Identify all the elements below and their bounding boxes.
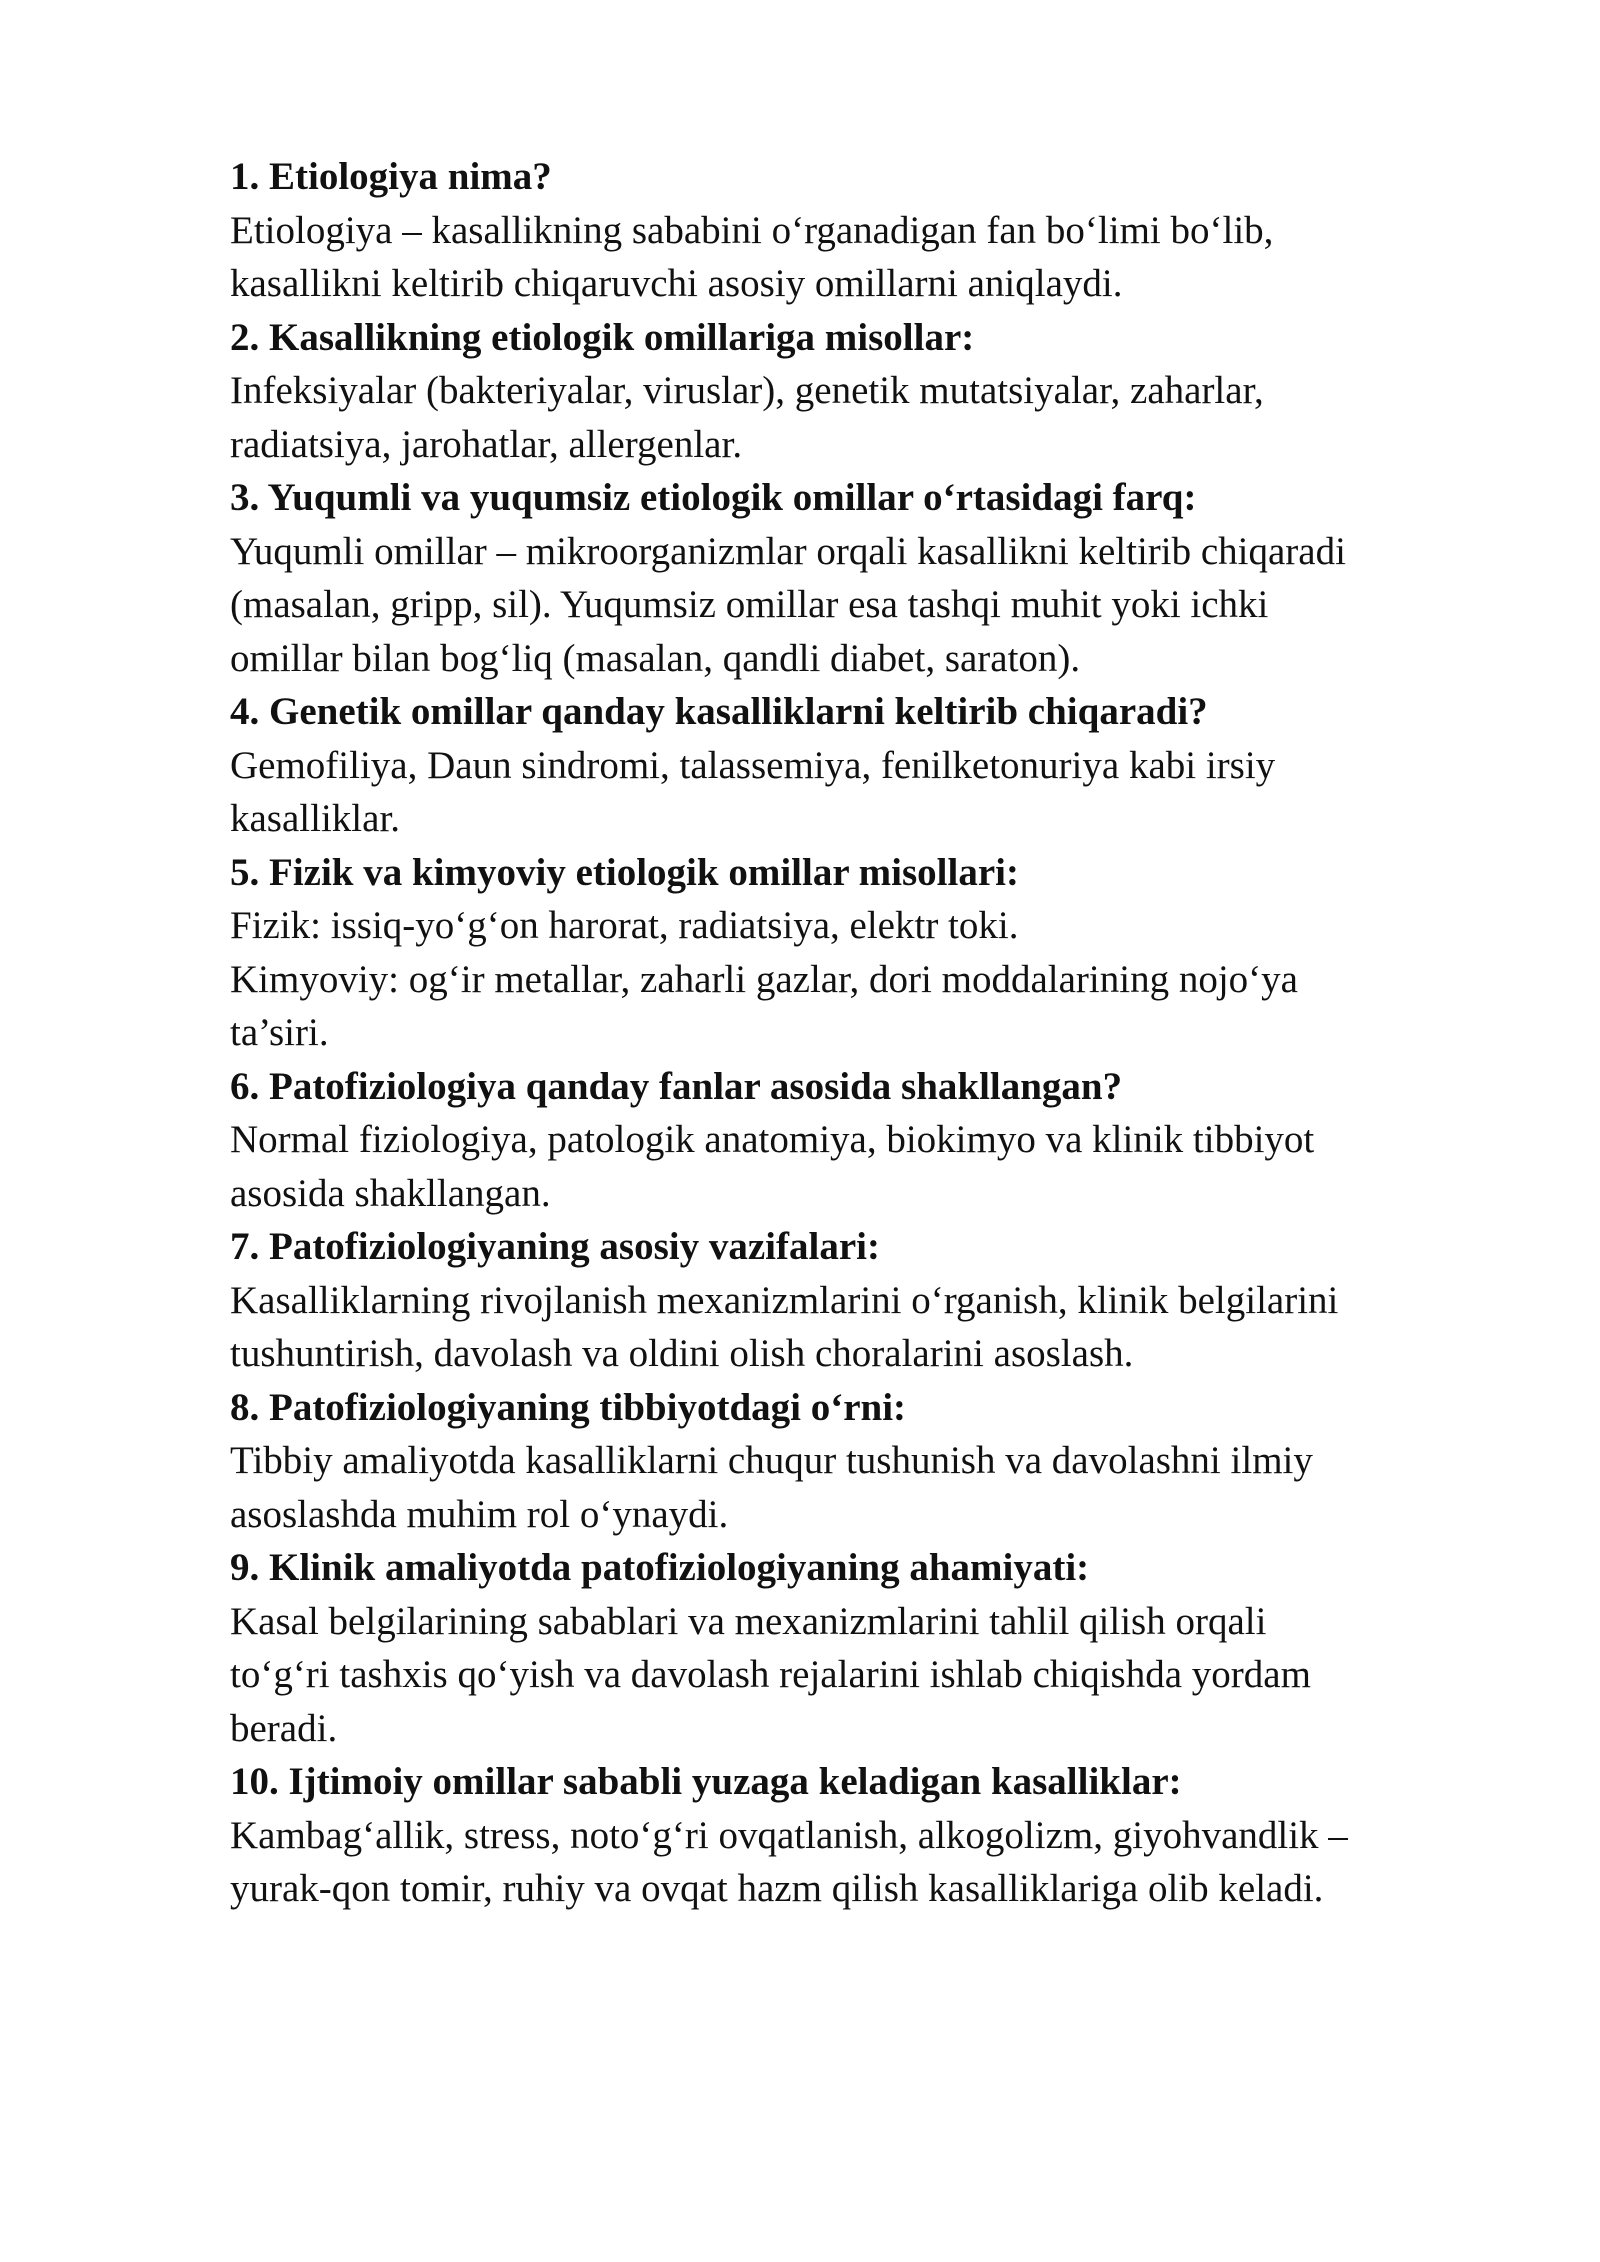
answer-text <box>230 364 1530 471</box>
answer-line: ta’siri. <box>230 1011 329 1054</box>
question-title: 2. Kasallikning etiologik omillariga misollar: <box>230 315 975 359</box>
answer-line: tushuntirish, davolash va oldini olish choralarini asoslash. <box>230 1332 1134 1375</box>
answer-line: asoslashda muhim rol o‘ynaydi. <box>230 1492 729 1536</box>
answer-line: Normal fiziologiya, patologik anatomiya, biokimyo va klinik tibbiyot <box>230 1118 1315 1161</box>
question-title: 5. Fizik va kimyoviy etiologik omillar misollari: <box>230 850 1019 894</box>
qa-item-7 <box>230 1220 1530 1381</box>
qa-item-6 <box>230 1060 1530 1221</box>
question-title: 4. Genetik omillar qanday kasalliklarni keltirib chiqaradi? <box>230 690 1208 733</box>
answer-line: kasalliklar. <box>230 797 401 840</box>
answer-text <box>230 1434 1530 1541</box>
answer-text <box>230 525 1530 686</box>
answer-line: Kasal belgilarining sabablari va mexanizmlarini tahlil qilish orqali <box>230 1599 1267 1643</box>
answer-line: Infeksiyalar (bakteriyalar, viruslar), genetik mutatsiyalar, zaharlar, <box>230 369 1264 412</box>
question-title: 3. Yuqumli va yuqumsiz etiologik omillar o‘rtasidagi farq: <box>230 476 1197 519</box>
answer-line: beradi. <box>230 1706 338 1750</box>
answer-text <box>230 1113 1530 1220</box>
answer-text <box>230 899 1530 1060</box>
answer-text <box>230 1809 1530 1916</box>
qa-item-9 <box>230 1541 1530 1755</box>
answer-text <box>230 739 1530 846</box>
question-title: 9. Klinik amaliyotda patofiziologiyaning ahamiyati: <box>230 1546 1090 1589</box>
answer-text <box>230 1274 1530 1381</box>
answer-line: Kambag‘allik, stress, noto‘g‘ri ovqatlanish, alkogolizm, giyohvandlik – <box>230 1813 1348 1857</box>
document-page <box>230 150 1530 1916</box>
question-title: 1. Etiologiya nima? <box>230 155 552 198</box>
answer-line: kasallikni keltirib chiqaruvchi asosiy omillarni aniqlaydi. <box>230 262 1123 305</box>
answer-text <box>230 1595 1530 1756</box>
qa-item-2 <box>230 311 1530 472</box>
answer-line: Yuqumli omillar – mikroorganizmlar orqali kasallikni keltirib chiqaradi <box>230 529 1346 573</box>
qa-item-10 <box>230 1755 1530 1916</box>
answer-line: asosida shakllangan. <box>230 1171 551 1215</box>
qa-item-1 <box>230 150 1530 311</box>
answer-line: to‘g‘ri tashxis qo‘yish va davolash rejalarini ishlab chiqishda yordam <box>230 1653 1311 1696</box>
answer-line: Gemofiliya, Daun sindromi, talassemiya, fenilketonuriya kabi irsiy <box>230 743 1276 787</box>
qa-item-8 <box>230 1381 1530 1542</box>
answer-line: yurak-qon tomir, ruhiy va ovqat hazm qilish kasalliklariga olib keladi. <box>230 1867 1324 1910</box>
question-title: 6. Patofiziologiya qanday fanlar asosida shakllangan? <box>230 1064 1123 1108</box>
answer-line: omillar bilan bog‘liq (masalan, qandli diabet, saraton). <box>230 636 1081 680</box>
qa-item-4 <box>230 685 1530 846</box>
answer-line: Kasalliklarning rivojlanish mexanizmlarini o‘rganish, klinik belgilarini <box>230 1278 1339 1322</box>
answer-line: Fizik: issiq-yo‘g‘on harorat, radiatsiya, elektr toki. <box>230 904 1019 947</box>
answer-text <box>230 204 1530 311</box>
answer-line: radiatsiya, jarohatlar, allergenlar. <box>230 422 743 466</box>
question-title: 8. Patofiziologiyaning tibbiyotdagi o‘rni: <box>230 1385 907 1429</box>
question-title: 7. Patofiziologiyaning asosiy vazifalari: <box>230 1225 880 1268</box>
qa-item-5 <box>230 846 1530 1060</box>
answer-line: Tibbiy amaliyotda kasalliklarni chuqur tushunish va davolashni ilmiy <box>230 1439 1313 1482</box>
question-title: 10. Ijtimoiy omillar sababli yuzaga keladigan kasalliklar: <box>230 1760 1182 1803</box>
qa-item-3 <box>230 471 1530 685</box>
answer-line: (masalan, gripp, sil). Yuqumsiz omillar esa tashqi muhit yoki ichki <box>230 583 1269 626</box>
answer-line: Kimyoviy: og‘ir metallar, zaharli gazlar, dori moddalarining nojo‘ya <box>230 957 1298 1001</box>
answer-line: Etiologiya – kasallikning sababini o‘rganadigan fan bo‘limi bo‘lib, <box>230 208 1274 252</box>
